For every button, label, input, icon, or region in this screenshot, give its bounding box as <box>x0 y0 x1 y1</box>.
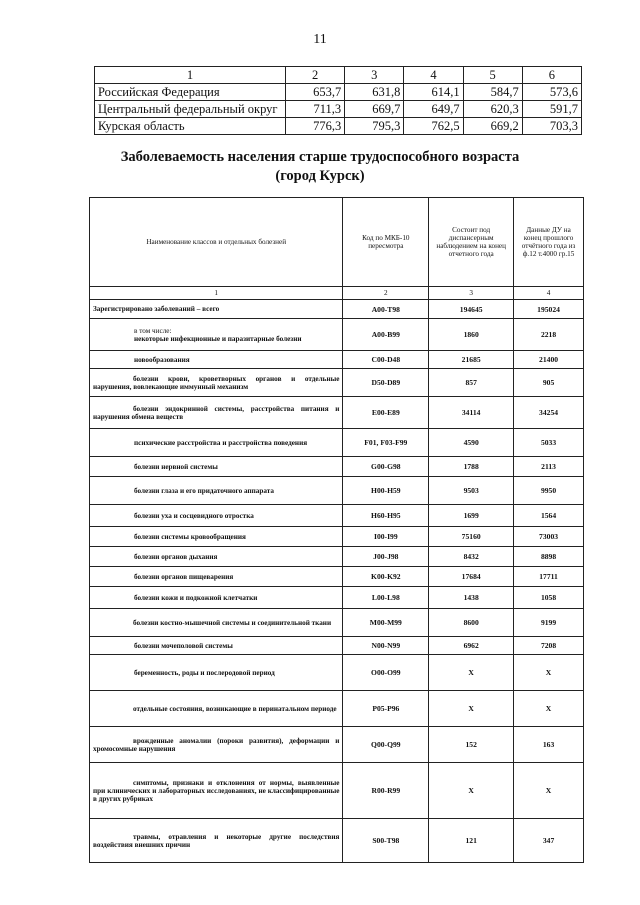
value-cell: 620,3 <box>463 101 522 118</box>
value-cell: 703,3 <box>522 118 581 135</box>
disease-name: некоторые инфекционные и паразитарные болезни <box>134 334 302 343</box>
table-header-row <box>95 67 582 84</box>
header-cell: 1 <box>95 67 286 84</box>
value-cell: 631,8 <box>345 84 404 101</box>
column-number-row <box>90 287 584 300</box>
icd-code: E00-E89 <box>343 397 429 429</box>
icd-code: N00-N99 <box>343 637 429 655</box>
header-cell: 6 <box>522 67 581 84</box>
icd-code: K00-K92 <box>343 567 429 587</box>
region-name: Центральный федеральный округ <box>95 101 286 118</box>
du-count: 2113 <box>514 457 584 477</box>
dispensary-count: 17684 <box>429 567 514 587</box>
disease-class: болезни системы кровообращения <box>90 527 343 547</box>
table-row <box>90 457 584 477</box>
disease-class: Зарегистрировано заболеваний – всего <box>90 300 343 319</box>
du-count: 9199 <box>514 609 584 637</box>
dispensary-count: 4590 <box>429 429 514 457</box>
header-cell: 4 <box>404 67 463 84</box>
table-row <box>95 118 582 135</box>
du-count: 195024 <box>514 300 584 319</box>
value-cell: 573,6 <box>522 84 581 101</box>
dispensary-count: X <box>429 655 514 691</box>
disease-class: психические расстройства и расстройства поведения <box>90 429 343 457</box>
table-row <box>90 429 584 457</box>
du-count: 163 <box>514 727 584 763</box>
title-line-2: (город Курск) <box>275 168 365 184</box>
section-title <box>0 148 640 186</box>
icd-code: P05-P96 <box>343 691 429 727</box>
header-cell: 3 <box>345 67 404 84</box>
disease-class: болезни органов дыхания <box>90 547 343 567</box>
value-cell: 669,2 <box>463 118 522 135</box>
du-count: X <box>514 655 584 691</box>
dispensary-count: 8432 <box>429 547 514 567</box>
table-row <box>90 351 584 369</box>
du-count: 347 <box>514 819 584 863</box>
du-count: 21400 <box>514 351 584 369</box>
dispensary-count: 857 <box>429 369 514 397</box>
dispensary-count: 9503 <box>429 477 514 505</box>
icd-code: Q00-Q99 <box>343 727 429 763</box>
icd-code: R00-R99 <box>343 763 429 819</box>
value-cell: 795,3 <box>345 118 404 135</box>
header-du: Данные ДУ на конец прошлого отчётного года из ф.12 т.4000 гр.15 <box>514 198 584 287</box>
column-number: 1 <box>90 287 343 300</box>
table-row <box>90 819 584 863</box>
value-cell: 614,1 <box>404 84 463 101</box>
table-row <box>90 727 584 763</box>
disease-class: беременность, роды и послеродовой период <box>90 655 343 691</box>
dispensary-count: 1438 <box>429 587 514 609</box>
disease-class: болезни глаза и его придаточного аппарата <box>90 477 343 505</box>
table-row <box>90 655 584 691</box>
regional-comparison-table <box>94 66 582 135</box>
table-row <box>90 527 584 547</box>
icd-code: L00-L98 <box>343 587 429 609</box>
disease-class: болезни крови, кроветворных органов и отдельные нарушения, вовлекающие иммунный механизм <box>90 369 343 397</box>
icd-code: D50-D89 <box>343 369 429 397</box>
header-cell: 2 <box>286 67 345 84</box>
dispensary-count: 1699 <box>429 505 514 527</box>
dispensary-count: 6962 <box>429 637 514 655</box>
column-number: 2 <box>343 287 429 300</box>
icd-code: J00-J98 <box>343 547 429 567</box>
icd-code: A00-T98 <box>343 300 429 319</box>
value-cell: 584,7 <box>463 84 522 101</box>
value-cell: 776,3 <box>286 118 345 135</box>
dispensary-count: 34114 <box>429 397 514 429</box>
du-count: 2218 <box>514 319 584 351</box>
icd-code: C00-D48 <box>343 351 429 369</box>
header-name: Наименование классов и отдельных болезней <box>90 198 343 287</box>
dispensary-count: 8600 <box>429 609 514 637</box>
table-row <box>90 587 584 609</box>
column-number: 4 <box>514 287 584 300</box>
region-name: Российская Федерация <box>95 84 286 101</box>
table-row <box>90 369 584 397</box>
disease-class: болезни уха и сосцевидного отростка <box>90 505 343 527</box>
value-cell: 653,7 <box>286 84 345 101</box>
table-row <box>90 567 584 587</box>
column-number: 3 <box>429 287 514 300</box>
table-row <box>95 101 582 118</box>
title-line-1: Заболеваемость населения старше трудоспособного возраста <box>120 149 520 165</box>
du-count: 8898 <box>514 547 584 567</box>
table-row <box>90 477 584 505</box>
value-cell: 762,5 <box>404 118 463 135</box>
disease-class: болезни органов пищеварения <box>90 567 343 587</box>
value-cell: 591,7 <box>522 101 581 118</box>
table-row <box>90 547 584 567</box>
disease-class: новообразования <box>90 351 343 369</box>
page-number: 11 <box>313 32 327 47</box>
disease-class: травмы, отравления и некоторые другие последствия воздействия внешних причин <box>90 819 343 863</box>
value-cell: 649,7 <box>404 101 463 118</box>
du-count: 905 <box>514 369 584 397</box>
disease-class: болезни мочеполовой системы <box>90 637 343 655</box>
disease-class: симптомы, признаки и отклонения от нормы, выявленные при клинических и лабораторных исследованиях, не классифицированные в других рубриках <box>90 763 343 819</box>
disease-class: болезни эндокринной системы, расстройства питания и нарушения обмена веществ <box>90 397 343 429</box>
subgroup-label: в том числе: <box>134 326 172 335</box>
du-count: 17711 <box>514 567 584 587</box>
dispensary-count: 152 <box>429 727 514 763</box>
header-code: Код по МКБ-10 пересмотра <box>343 198 429 287</box>
table-row <box>90 763 584 819</box>
disease-class: врожденные аномалии (пороки развития), деформации и хромосомные нарушения <box>90 727 343 763</box>
table-row <box>90 397 584 429</box>
dispensary-count: 194645 <box>429 300 514 319</box>
table-row <box>90 691 584 727</box>
dispensary-count: X <box>429 763 514 819</box>
du-count: 73003 <box>514 527 584 547</box>
du-count: X <box>514 763 584 819</box>
icd-code: M00-M99 <box>343 609 429 637</box>
du-count: 5033 <box>514 429 584 457</box>
header-dispensary: Состоит под диспансерным наблюдением на конец отчетного года <box>429 198 514 287</box>
icd-code: F01, F03-F99 <box>343 429 429 457</box>
du-count: 1058 <box>514 587 584 609</box>
du-count: 1564 <box>514 505 584 527</box>
table-row <box>90 300 584 319</box>
dispensary-count: 21685 <box>429 351 514 369</box>
icd-code: O00-O99 <box>343 655 429 691</box>
disease-class <box>90 319 343 351</box>
table-row <box>90 319 584 351</box>
disease-class: болезни костно-мышечной системы и соединительной ткани <box>90 609 343 637</box>
disease-class: болезни нервной системы <box>90 457 343 477</box>
table-row <box>90 505 584 527</box>
dispensary-count: 75160 <box>429 527 514 547</box>
dispensary-count: 1788 <box>429 457 514 477</box>
morbidity-table <box>89 197 584 863</box>
disease-class: отдельные состояния, возникающие в перинатальном периоде <box>90 691 343 727</box>
value-cell: 711,3 <box>286 101 345 118</box>
dispensary-count: 121 <box>429 819 514 863</box>
region-name: Курская область <box>95 118 286 135</box>
table-row <box>90 637 584 655</box>
icd-code: I00-I99 <box>343 527 429 547</box>
disease-class: болезни кожи и подкожной клетчатки <box>90 587 343 609</box>
icd-code: G00-G98 <box>343 457 429 477</box>
icd-code: H60-H95 <box>343 505 429 527</box>
table-row <box>90 609 584 637</box>
dispensary-count: 1860 <box>429 319 514 351</box>
table-row <box>95 84 582 101</box>
du-count: 34254 <box>514 397 584 429</box>
du-count: X <box>514 691 584 727</box>
du-count: 9950 <box>514 477 584 505</box>
header-cell: 5 <box>463 67 522 84</box>
icd-code: A00-B99 <box>343 319 429 351</box>
value-cell: 669,7 <box>345 101 404 118</box>
icd-code: S00-T98 <box>343 819 429 863</box>
table-header-row <box>90 198 584 287</box>
du-count: 7208 <box>514 637 584 655</box>
dispensary-count: X <box>429 691 514 727</box>
icd-code: H00-H59 <box>343 477 429 505</box>
